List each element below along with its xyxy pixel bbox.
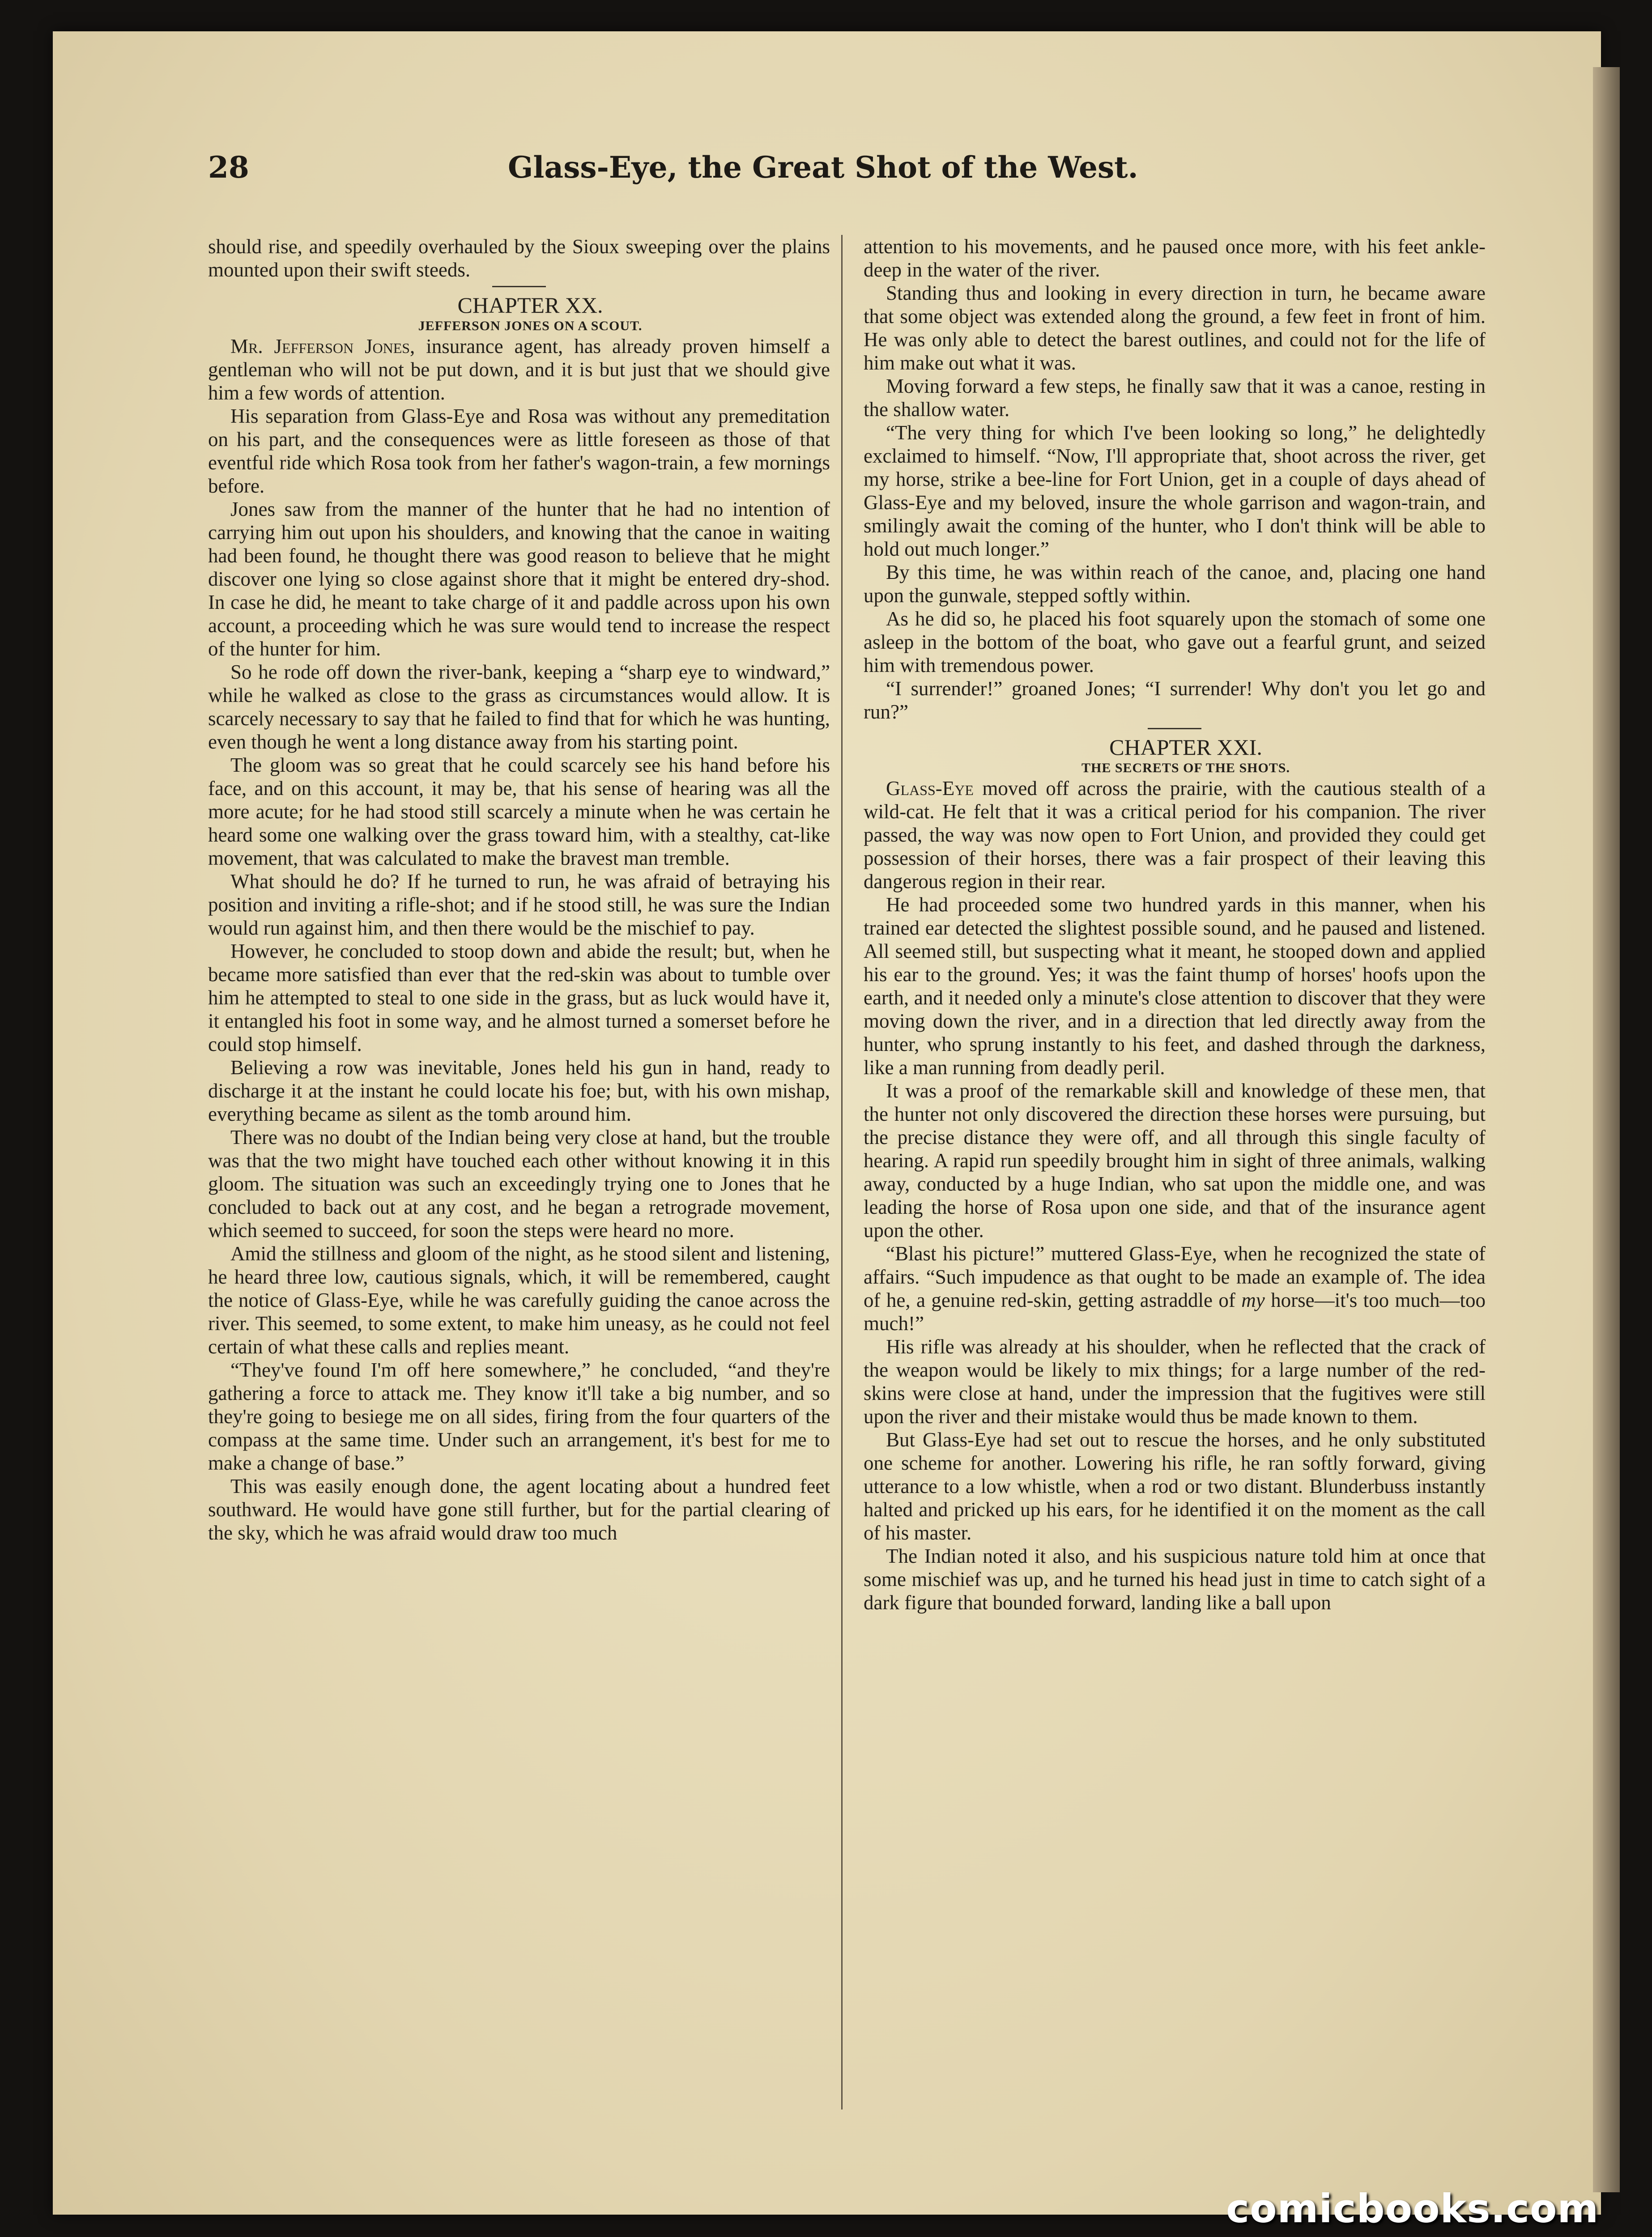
paragraph: However, he concluded to stoop down and abide the result; but, when he became more satisfied than ever that the red-skin was about to tumble over him he attempted to steal to one side in the grass, but as luck would have it, it entangled his foot in some way, and he almost turned a somerset before he could stop himself. [208, 940, 830, 1055]
paragraph: The gloom was so great that he could scarcely see his hand before his face, and on this account, it may be, that his sense of hearing was all the more acute; for he had stood still scarcely a minute when he was certain he heard some one walking over the grass toward him, with a stealthy, cat-like movement, that was calculated to make the bravest man tremble. [208, 754, 830, 869]
paragraph-lead-in: Mr. Jefferson Jones [230, 335, 410, 357]
paragraph: Amid the stillness and gloom of the night, as he stood silent and listening, he heard three low, cautious signals, which, it will be remembered, caught the notice of Glass-Eye, while he was carefully guiding the canoe across the river. This seemed, to some extent, to make him uneasy, as he could not feel certain of what these calls and replies meant. [208, 1242, 830, 1358]
watermark: comicbooks.com [1226, 2186, 1599, 2232]
right-column [864, 235, 1486, 1614]
paragraph: He had proceeded some two hundred yards in this manner, when his trained ear detected the slightest possible sound, and he paused and listened. All seemed still, but suspecting what it meant, he stooped down and applied his ear to the ground. Yes; it was the faint thump of horses' hoofs upon the earth, and it needed only a minute's close attention to discover that they were moving down the river, and in a direction that led directly away from the hunter, who sprung instantly to his feet, and dashed through the darkness, like a man running from deadly peril. [864, 893, 1486, 1079]
paragraph: The Indian noted it also, and his suspicious nature told him at once that some mischief was up, and he turned his head just in time to catch sight of a dark figure that bounded forward, landing like a ball upon [864, 1545, 1486, 1614]
left-column [208, 235, 830, 1544]
paragraph [864, 1242, 1486, 1335]
paragraph-text: moved off across the prairie, with the cautious stealth of a wild-cat. He felt that it was a critical period for his companion. The river passed, the way was now open to Fort Union, and provided they could get possession of their horses, there was a fair prospect of their leaving this dangerous region in their rear. [864, 777, 1486, 893]
page-edge-shadow [1593, 67, 1620, 2192]
paragraph [208, 335, 830, 404]
chapter-subtitle: THE SECRETS OF THE SHOTS. [1081, 761, 1290, 775]
paragraph: Believing a row was inevitable, Jones held his gun in hand, ready to discharge it at the instant he could locate his foe; but, with his own mishap, everything became as silent as the tomb around him. [208, 1056, 830, 1125]
running-title: Glass-Eye, the Great Shot of the West. [508, 150, 1138, 185]
paragraph: “The very thing for which I've been looking so long,” he delightedly exclaimed to himself. “Now, I'll appropriate that, shoot across the river, get my horse, strike a bee-line for Fort Union, get in a couple of days ahead of Glass-Eye and my beloved, insure the whole garrison and wagon-train, and smilingly await the coming of the hunter, who I don't think will be able to hold out much longer.” [864, 421, 1486, 560]
paragraph: His separation from Glass-Eye and Rosa was without any premeditation on his part, and the consequences were as little foreseen as those of that eventful ride which Rosa took from her father's wagon-train, a few mornings before. [208, 405, 830, 497]
paragraph: By this time, he was within reach of the canoe, and, placing one hand upon the gunwale, stepped softly within. [864, 561, 1486, 607]
paragraph: should rise, and speedily overhauled by the Sioux sweeping over the plains mounted upon their swift steeds. [208, 235, 830, 281]
paragraph-text: horse—it's too much—too much!” [864, 1289, 1486, 1335]
paragraph: Jones saw from the manner of the hunter that he had no intention of carrying him out upon his shoulders, and knowing that the canoe in waiting had been found, he thought there was good reason to believe that he might discover one lying so close against shore that it might be entered dry-shod. In case he did, he meant to take charge of it and paddle across upon his own account, a proceeding which he was sure would tend to increase the respect of the hunter for him. [208, 498, 830, 660]
paragraph: This was easily enough done, the agent locating about a hundred feet southward. He would have gone still further, but for the partial clearing of the sky, which he was afraid would draw too much [208, 1475, 830, 1544]
chapter-title: CHAPTER XXI. [1109, 735, 1262, 760]
paragraph-text: “Blast his picture!” muttered Glass-Eye, when he recognized the state of affairs. “Such impudence as that ought to be made an example of. The idea of he, a genuine red-skin, getting astraddle of [864, 1242, 1486, 1311]
chapter-rule [492, 286, 546, 287]
paragraph-lead-in: Glass-Eye [886, 777, 974, 800]
page-header [208, 150, 1210, 199]
paragraph: attention to his movements, and he paused once more, with his feet ankle-deep in the water of the river. [864, 235, 1486, 281]
paragraph: Moving forward a few steps, he finally saw that it was a canoe, resting in the shallow water. [864, 375, 1486, 421]
chapter-rule [1148, 728, 1201, 729]
paragraph: Standing thus and looking in every direction in turn, he became aware that some object was extended along the ground, a few feet in front of him. He was only able to detect the barest outlines, and could not for the life of him make out what it was. [864, 282, 1486, 374]
emphasis-text: my [1241, 1289, 1265, 1311]
paragraph: “I surrender!” groaned Jones; “I surrender! Why don't you let go and run?” [864, 677, 1486, 723]
paragraph: There was no doubt of the Indian being very close at hand, but the trouble was that the two might have touched each other without knowing it in this gloom. The situation was such an exceedingly trying one to Jones that he concluded to back out at any cost, and he began a retrograde movement, which seemed to succeed, for soon the steps were heard no more. [208, 1126, 830, 1242]
column-divider [841, 235, 843, 2109]
page-number: 28 [208, 150, 249, 185]
paragraph: As he did so, he placed his foot squarely upon the stomach of some one asleep in the bottom of the boat, who gave out a fearful grunt, and seized him with tremendous power. [864, 608, 1486, 676]
paragraph: “They've found I'm off here somewhere,” he concluded, “and they're gathering a force to attack me. They know it'll take a big number, and so they're going to besiege me on all sides, firing from the four quarters of the compass at the same time. Under such an arrangement, it's best for me to make a change of base.” [208, 1359, 830, 1474]
paragraph: What should he do? If he turned to run, he was afraid of betraying his position and inviting a rifle-shot; and if he stood still, he was sure the Indian would run against him, and then there would be the mischief to pay. [208, 870, 830, 939]
paragraph: But Glass-Eye had set out to rescue the horses, and he only substituted one scheme for another. Lowering his rifle, he ran softly forward, giving utterance to a low whistle, when a rod or two distant. Blunderbuss instantly halted and pricked up his ears, for he identified it on the moment as the call of his master. [864, 1429, 1486, 1544]
paragraph: His rifle was already at his shoulder, when he reflected that the crack of the weapon would be likely to mix things; for a large number of the red-skins were close at hand, under the impression that the fugitives were still upon the river and their mistake would thus be made known to them. [864, 1335, 1486, 1428]
paragraph: So he rode off down the river-bank, keeping a “sharp eye to windward,” while he walked as close to the grass as circumstances would allow. It is scarcely necessary to say that he failed to find that for which he was hunting, even though he went a long distance away from his starting point. [208, 661, 830, 753]
chapter-title: CHAPTER XX. [457, 293, 603, 318]
paragraph-text: , insurance agent, has already proven himself a gentleman who will not be put down, and it is but just that we should give him a few words of attention. [208, 335, 830, 404]
paragraph [864, 777, 1486, 893]
chapter-subtitle: JEFFERSON JONES ON A SCOUT. [418, 319, 643, 333]
paragraph: It was a proof of the remarkable skill and knowledge of these men, that the hunter not only discovered the direction these horses were pursuing, but the precise distance they were off, and all through this single faculty of hearing. A rapid run speedily brought him in sight of three animals, walking away, conducted by a huge Indian, who sat upon the middle one, and was leading the horse of Rosa upon one side, and that of the insurance agent upon the other. [864, 1080, 1486, 1242]
